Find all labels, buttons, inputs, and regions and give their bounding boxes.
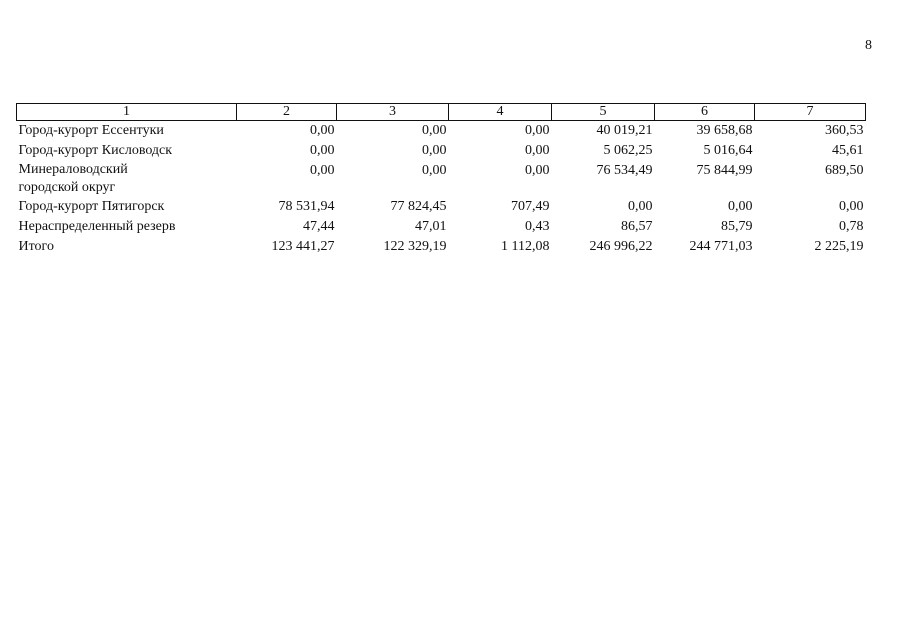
table-cell: 0,00 bbox=[525, 143, 550, 158]
table-cell: 5 062,25 bbox=[603, 143, 653, 158]
table-row bbox=[17, 217, 866, 237]
row-label: Город-курорт Ессентуки bbox=[18, 123, 164, 138]
table-cell: 0,00 bbox=[310, 143, 335, 158]
table-cell: 122 329,19 bbox=[383, 239, 447, 254]
total-row bbox=[17, 237, 866, 257]
table-cell: 45,61 bbox=[832, 143, 864, 158]
table-cell: 39 658,68 bbox=[696, 123, 753, 138]
row-label: Нераспределенный резерв bbox=[18, 219, 176, 234]
table-cell: 0,00 bbox=[628, 199, 653, 214]
table-cell: 246 996,22 bbox=[589, 239, 653, 254]
table-cell: 0,00 bbox=[422, 143, 447, 158]
column-header: 2 bbox=[237, 104, 337, 121]
table-cell: 40 019,21 bbox=[596, 123, 653, 138]
column-header: 5 bbox=[552, 104, 655, 121]
column-header: 1 bbox=[17, 104, 237, 121]
table-cell: 0,00 bbox=[310, 163, 335, 178]
page-number: 8 bbox=[865, 38, 872, 53]
table-cell: 0,00 bbox=[310, 123, 335, 138]
table-row bbox=[17, 121, 866, 142]
table-cell: 77 824,45 bbox=[390, 199, 447, 214]
table-cell: 0,00 bbox=[839, 199, 864, 214]
header-row bbox=[17, 104, 866, 121]
table-cell: 78 531,94 bbox=[278, 199, 335, 214]
table-row bbox=[17, 161, 866, 197]
column-header: 3 bbox=[337, 104, 449, 121]
table-row bbox=[17, 197, 866, 217]
table-row bbox=[17, 141, 866, 161]
table-cell: 123 441,27 bbox=[271, 239, 335, 254]
table-cell: 1 112,08 bbox=[501, 239, 550, 254]
table-cell: 47,01 bbox=[415, 219, 447, 234]
table-cell: 75 844,99 bbox=[696, 163, 753, 178]
row-label: Город-курорт Пятигорск bbox=[18, 199, 165, 214]
table-cell: 5 016,64 bbox=[703, 143, 753, 158]
table-cell: 707,49 bbox=[511, 199, 550, 214]
row-label: Город-курорт Кисловодск bbox=[18, 143, 173, 158]
table-cell: 0,00 bbox=[422, 123, 447, 138]
table-cell: 76 534,49 bbox=[596, 163, 653, 178]
table-cell: 0,00 bbox=[525, 123, 550, 138]
row-label-line: Минераловодский bbox=[18, 162, 128, 177]
table-cell: 47,44 bbox=[303, 219, 335, 234]
row-label bbox=[17, 161, 237, 197]
table-cell: 360,53 bbox=[825, 123, 864, 138]
table-cell: 0,43 bbox=[525, 219, 550, 234]
table-cell: 0,00 bbox=[728, 199, 753, 214]
table-cell: 2 225,19 bbox=[814, 239, 864, 254]
column-header: 4 bbox=[449, 104, 552, 121]
table-cell: 0,00 bbox=[525, 163, 550, 178]
column-header: 7 bbox=[755, 104, 866, 121]
table-cell: 85,79 bbox=[721, 219, 753, 234]
row-label-line: городской округ bbox=[18, 180, 116, 195]
table-cell: 689,50 bbox=[825, 163, 864, 178]
row-label: Итого bbox=[18, 239, 54, 254]
data-table bbox=[16, 103, 866, 257]
table-cell: 0,00 bbox=[422, 163, 447, 178]
table-cell: 86,57 bbox=[621, 219, 653, 234]
table-cell: 0,78 bbox=[839, 219, 864, 234]
table-cell: 244 771,03 bbox=[689, 239, 753, 254]
column-header: 6 bbox=[655, 104, 755, 121]
